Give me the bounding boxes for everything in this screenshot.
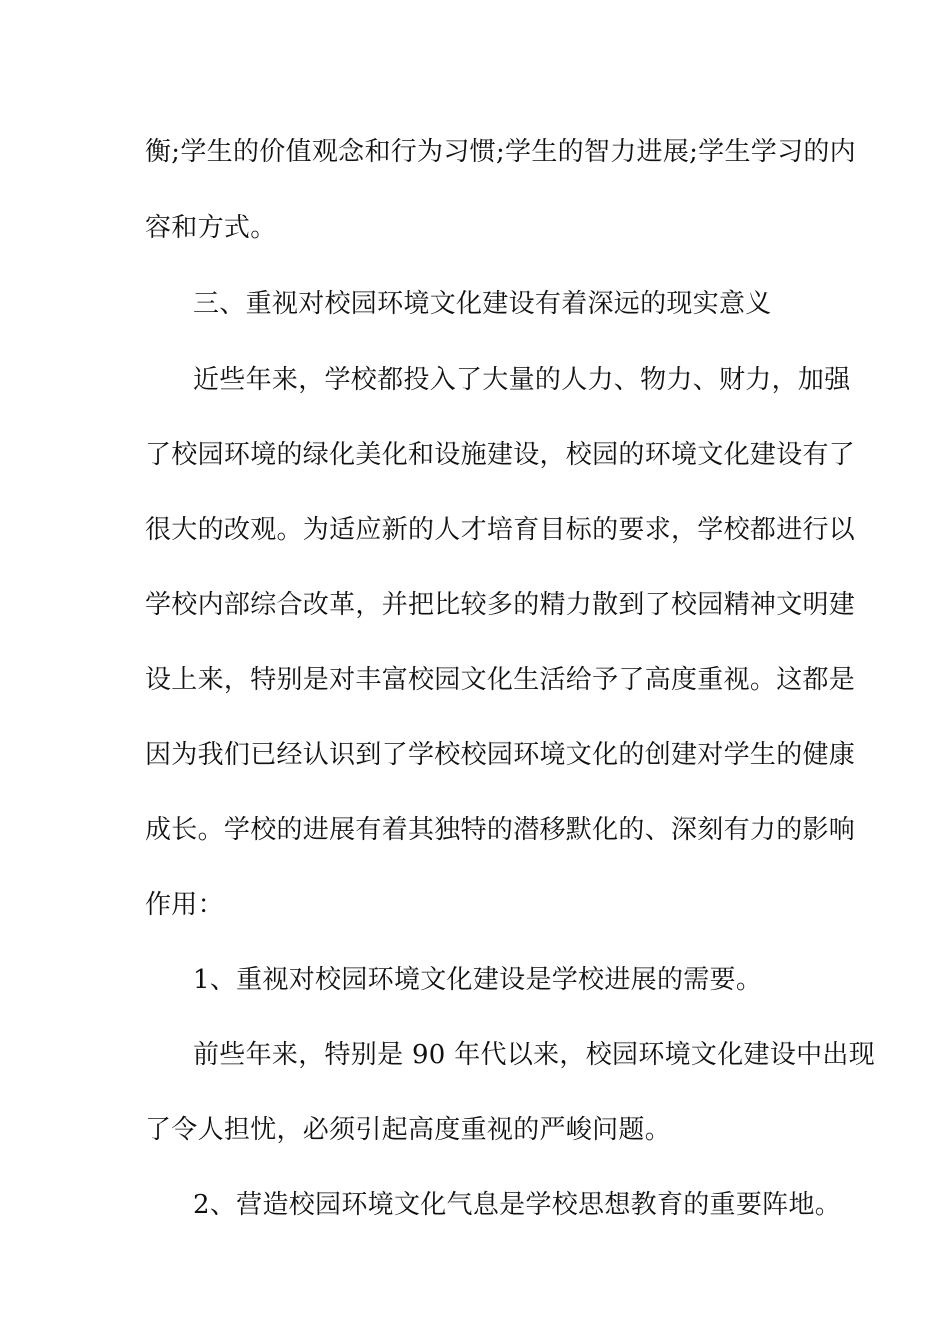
text-line: 学校内部综合改革，并把比较多的精力散到了校园精神文明建 <box>145 590 856 620</box>
section-heading: 三、重视对校园环境文化建设有着深远的现实意义 <box>193 289 772 319</box>
text-line: 因为我们已经认识到了学校校园环境文化的创建对学生的健康 <box>145 740 856 770</box>
text-line: 了令人担忧，必须引起高度重视的严峻问题。 <box>145 1115 672 1145</box>
text-line: 设上来，特别是对丰富校园文化生活给予了高度重视。这都是 <box>145 665 856 695</box>
text-line: 近些年来，学校都投入了大量的人力、物力、财力，加强 <box>193 365 851 395</box>
text-line: 容和方式。 <box>145 213 277 243</box>
text-line: 衡;学生的价值观念和行为习惯;学生的智力进展;学生学习的内 <box>145 137 856 167</box>
text-line: 了校园环境的绿化美化和设施建设，校园的环境文化建设有了 <box>145 440 856 470</box>
text-line: 前些年来，特别是 90 年代以来，校园环境文化建设中出现 <box>193 1040 876 1070</box>
numbered-item: 1、重视对校园环境文化建设是学校进展的需要。 <box>193 965 763 995</box>
text-line: 很大的改观。为适应新的人才培育目标的要求，学校都进行以 <box>145 515 856 545</box>
text-line: 成长。学校的进展有着其独特的潜移默化的、深刻有力的影响 <box>145 815 856 845</box>
text-line: 作用： <box>145 890 224 920</box>
numbered-item: 2、营造校园环境文化气息是学校思想教育的重要阵地。 <box>193 1190 842 1220</box>
